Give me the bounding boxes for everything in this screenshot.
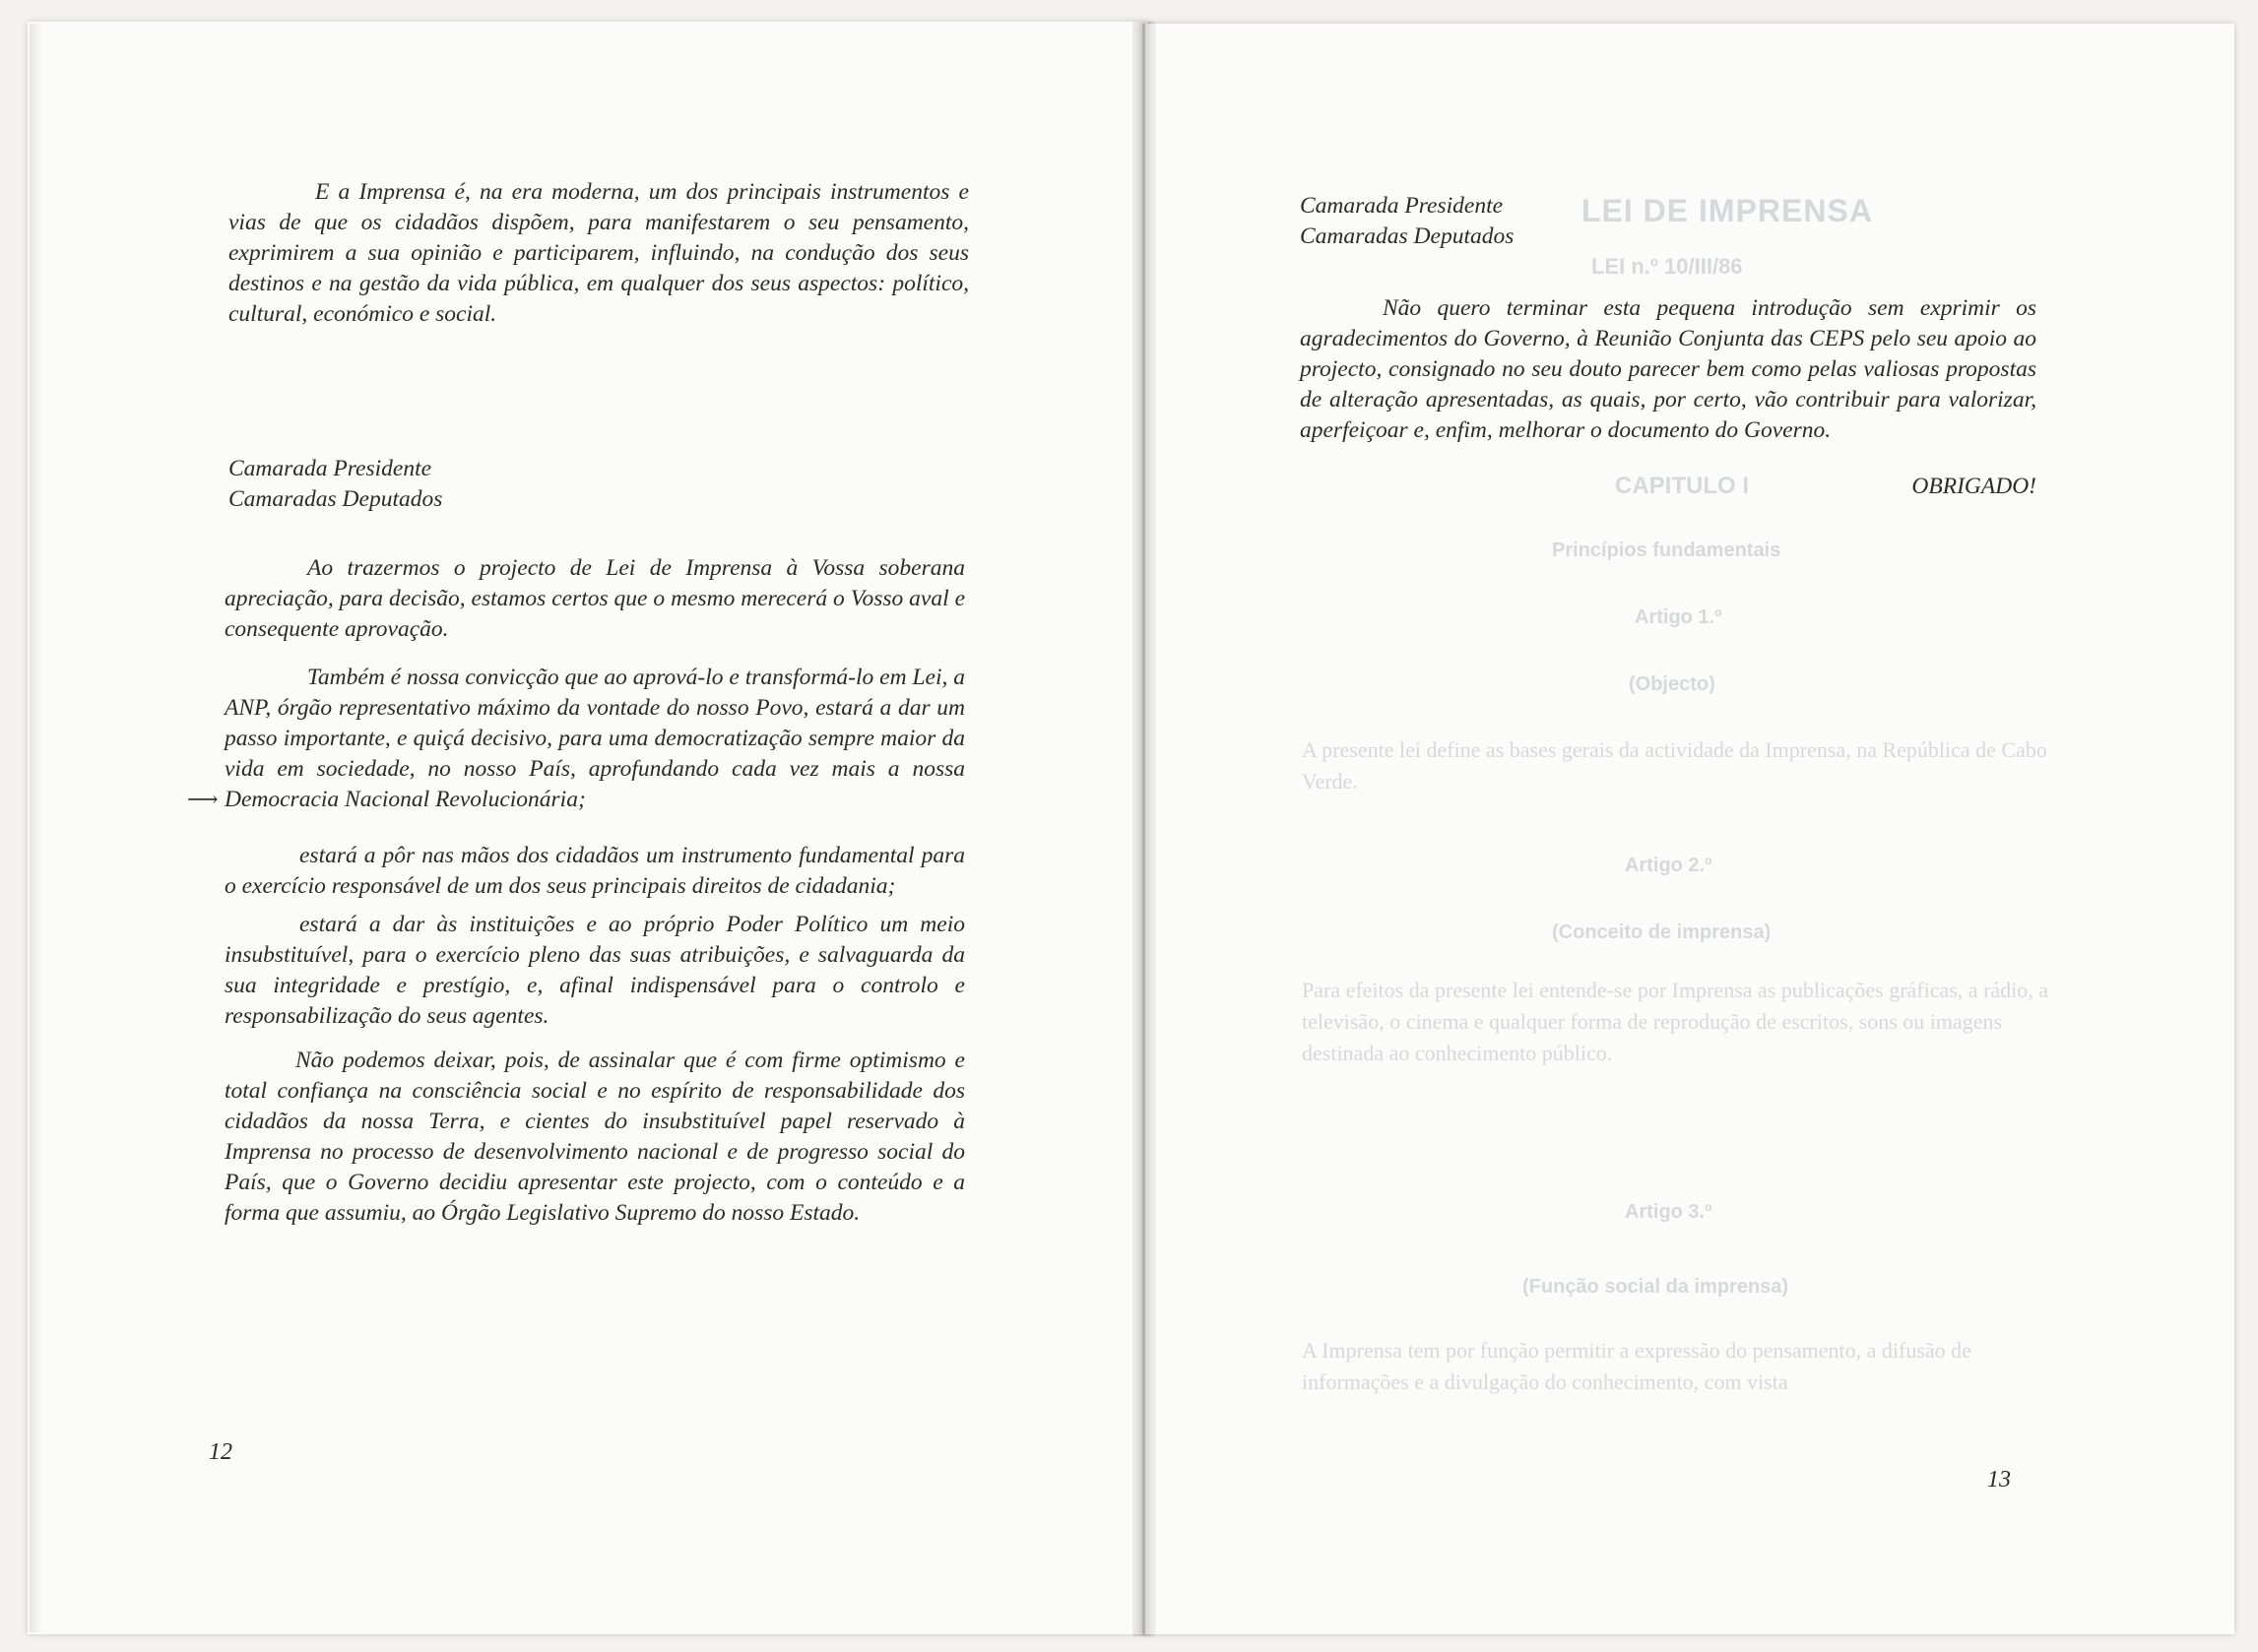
right-page-number: 13 — [1987, 1467, 2011, 1493]
closing-obrigado: OBRIGADO! — [1911, 474, 2036, 499]
bleed-through-title: LEI DE IMPRENSA — [1581, 193, 1873, 228]
left-page-edge — [30, 24, 43, 1632]
salutation-president: Camarada Presidente — [228, 456, 432, 481]
right-salutation-deputies: Camaradas Deputados — [1300, 223, 1515, 249]
margin-arrow-mark: ⟶ — [187, 787, 219, 811]
bleed-through-article3-title: (Função social da imprensa) — [1522, 1276, 1789, 1298]
left-para-3: estará a pôr nas mãos dos cidadãos um instrumento fundamental para o exercício responsável de um dos seus principais direitos de cidadania; — [225, 843, 965, 899]
left-para-2: Também é nossa convicção que ao aprová-lo e transformá-lo em Lei, a ANP, órgão representativo máximo da vontade do nosso Povo, estará a dar um passo importante, e quiçá decisivo, para uma democratização sempre maior da vida em sociedade, no nosso País, aprofundando cada vez mais a nossa Democracia Nacional Revolucionária; — [225, 665, 965, 812]
book-gutter — [1132, 22, 1156, 1636]
left-para-5: Não podemos deixar, pois, de assinalar que é com firme optimismo e total confiança na consciência social e no espírito de responsabilidade dos cidadãos da nossa Terra, e cientes do insubstituível papel reservado à Imprensa no processo de desenvolvimento nacional e de progresso social do País, que o Governo decidiu apresentar este projecto, com o conteúdo e a forma que assumiu, ao Órgão Legislativo Supremo do nosso Estado. — [225, 1048, 965, 1226]
bleed-through-law-number: LEI n.º 10/III/86 — [1591, 254, 1743, 279]
bleed-through-article2: Artigo 2.º — [1625, 855, 1712, 876]
bleed-through-article2-text: Para efeitos da presente lei entende-se por Imprensa as publicações gráficas, a rádio, a televisão, o cinema e qualquer forma de reprodução de escritos, sons ou imagens destinada ao conhecimento público. — [1302, 978, 2049, 1065]
salutation-deputies: Camaradas Deputados — [228, 486, 443, 512]
right-salutation-president: Camarada Presidente — [1300, 193, 1504, 219]
bleed-through-chapter-title: Princípios fundamentais — [1552, 540, 1781, 561]
left-page-number: 12 — [209, 1439, 232, 1465]
left-body — [225, 553, 965, 1229]
left-salutation — [228, 454, 721, 515]
right-salutation — [1300, 191, 1792, 252]
left-para-4: estará a dar às instituições e ao próprio Poder Político um meio insubstituível, para o exercício pleno das suas atribuições, e salvaguarda da sua integridade e prestígio, e, afinal indispensável para o controlo e responsabilização do seus agentes. — [225, 912, 965, 1029]
bleed-through-chapter: CAPITULO I — [1615, 473, 1749, 499]
bleed-through-article1-title: (Objecto) — [1629, 673, 1715, 695]
left-para-1: Ao trazermos o projecto de Lei de Imprensa à Vossa soberana apreciação, para decisão, estamos certos que o mesmo merecerá o Vosso aval e consequente aprovação. — [225, 555, 965, 642]
bleed-through-article1: Artigo 1.º — [1635, 606, 1722, 628]
bleed-through-article3: Artigo 3.º — [1625, 1201, 1712, 1223]
right-body — [1300, 293, 2036, 502]
intro-text: E a Imprensa é, na era moderna, um dos principais instrumentos e vias de que os cidadãos dispõem, para manifestarem o seu pensamento, exprimirem a sua opinião e participarem, influindo, na condução dos seus destinos e na gestão da vida pública, em qualquer dos seus aspectos: político, cultural, económico e social. — [228, 179, 969, 327]
bleed-through-article3-text: A Imprensa tem por função permitir a expressão do pensamento, a difusão de informações e a divulgação do conhecimento, com vista — [1302, 1338, 1971, 1394]
bleed-through-article1-text: A presente lei define as bases gerais da actividade da Imprensa, na República de Cabo Verde. — [1302, 737, 2047, 794]
right-para-1: Não quero terminar esta pequena introdução sem exprimir os agradecimentos do Governo, à Reunião Conjunta das CEPS pelo seu apoio ao projecto, consignado no seu douto parecer bem como pelas valiosas propostas de alteração apresentadas, as quais, por certo, vão contribuir para valorizar, aperfeiçoar e, enfim, melhorar o documento do Governo. — [1300, 295, 2036, 443]
left-intro-paragraph — [228, 177, 969, 330]
bleed-through-article2-title: (Conceito de imprensa) — [1552, 921, 1772, 943]
